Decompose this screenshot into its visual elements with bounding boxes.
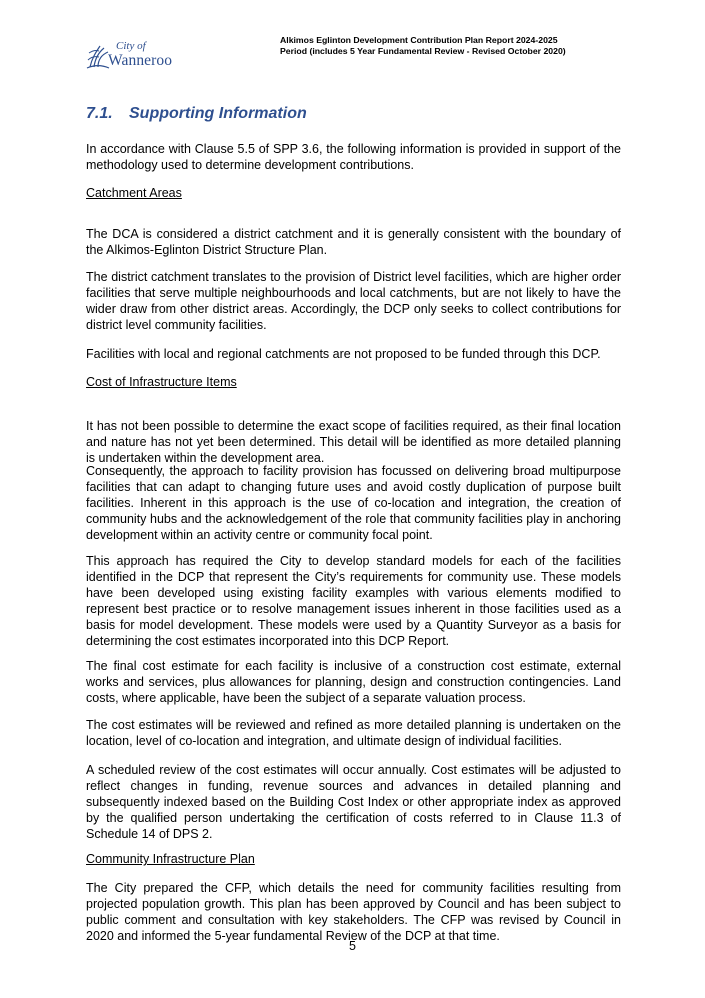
logo-text-bottom: Wanneroo <box>108 52 173 69</box>
intro-paragraph: In accordance with Clause 5.5 of SPP 3.6, the following information is provided in support of the methodology used to determine development contributions. <box>86 142 621 172</box>
logo-text-top: City of <box>116 40 146 52</box>
cost-paragraph-1: It has not been possible to determine the exact scope of facilities required, as their final location and nature has not yet been determined. This detail will be identified as more detailed planning is undertaken within the development area. <box>86 419 621 465</box>
catchment-areas-heading: Catchment Areas <box>86 186 182 200</box>
section-title: Supporting Information <box>129 105 307 122</box>
community-infrastructure-plan-heading: Community Infrastructure Plan <box>86 852 255 866</box>
catchment-paragraph-1: The DCA is considered a district catchment and it is generally consistent with the boundary of the Alkimos-Eglinton District Structure Plan. <box>86 227 621 257</box>
cost-paragraph-3: This approach has required the City to develop standard models for each of the facilities identified in the DCP that represent the City’s requirements for community use. These models have been developed using existing facility examples with various elements modified to represent best practice or to resolve management issues inherent in those facilities used as a basis for model development. These models were used by a Quantity Surveyor as a basis for determining the cost estimates incorporated into this DCP Report. <box>86 554 621 648</box>
cip-paragraph-1: The City prepared the CFP, which details the need for community facilities resulting from projected population growth. This plan has been approved by Council and has been subject to public comment and consultation with key stakeholders. The CFP was revised by Council in 2020 and informed the 5-year fundamental Review of the DCP at that time. <box>86 881 621 943</box>
cost-paragraph-4: The final cost estimate for each facility is inclusive of a construction cost estimate, external works and services, plus allowances for planning, design and construction contingencies. Land costs, where applicable, have been the subject of a separate valuation process. <box>86 659 621 705</box>
document-header <box>280 35 602 57</box>
catchment-paragraph-2: The district catchment translates to the provision of District level facilities, which are higher order facilities that serve multiple neighbourhoods and local catchments, but are not likely to have the wider draw from other district areas. Accordingly, the DCP only seeks to collect contributions for district level community facilities. <box>86 270 621 332</box>
section-heading <box>86 105 307 123</box>
cost-paragraph-6: A scheduled review of the cost estimates will occur annually. Cost estimates will be adjusted to reflect changes in funding, revenue sources and advances in detailed planning and subsequently indexed based on the Building Cost Index or other appropriate index as approved by the qualified person undertaking the certification of costs referred to in Clause 11.3 of Schedule 14 of DPS 2. <box>86 763 621 841</box>
logo-emblem-icon <box>86 40 110 70</box>
header-title-line-2: Period (includes 5 Year Fundamental Review - Revised October 2020) <box>280 46 566 56</box>
header-title-line-1: Alkimos Eglinton Development Contribution Plan Report 2024-2025 <box>280 35 558 45</box>
page-number: 5 <box>349 939 356 953</box>
cost-of-infrastructure-heading: Cost of Infrastructure Items <box>86 375 237 389</box>
cost-paragraph-5: The cost estimates will be reviewed and refined as more detailed planning is undertaken on the location, level of co-location and integration, and ultimate design of individual facilities. <box>86 718 621 748</box>
cost-paragraph-2: Consequently, the approach to facility provision has focussed on delivering broad multipurpose facilities that can adapt to changing future uses and avoid costly duplication of purpose built facilities. Inherent in this approach is the use of co-location and integration, the creation of community hubs and the acknowledgement of the role that community facilities play in anchoring development within an activity centre or community focal point. <box>86 464 621 542</box>
catchment-paragraph-3: Facilities with local and regional catchments are not proposed to be funded through this DCP. <box>86 347 601 361</box>
city-of-wanneroo-logo <box>86 38 186 72</box>
section-number: 7.1. <box>86 105 113 122</box>
